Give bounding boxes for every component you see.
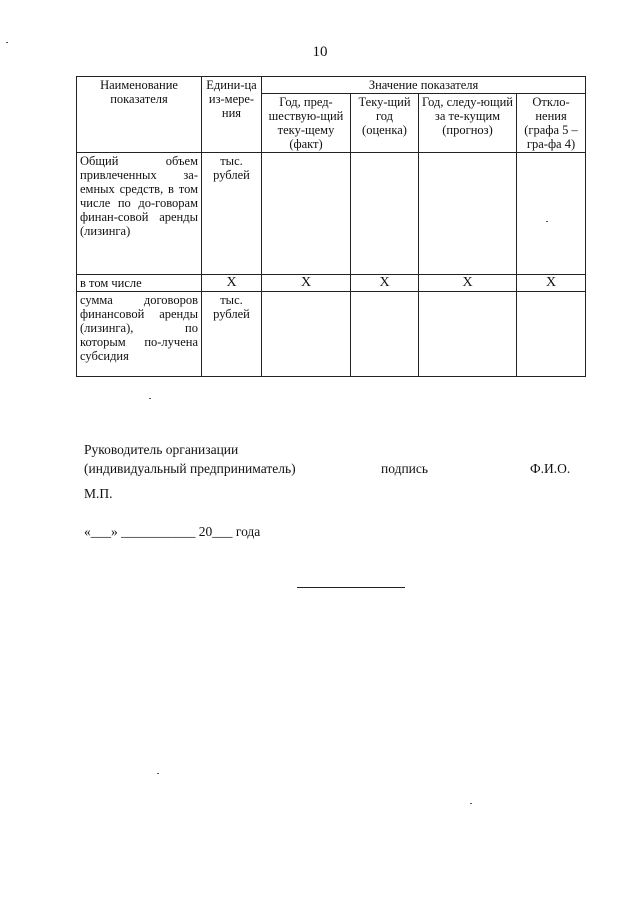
- signatory-subtitle: (индивидуальный предприниматель): [84, 461, 296, 476]
- row-value: X: [419, 275, 517, 292]
- row-name: сумма договоров финансовой аренды (лизинга), по которым по-лучена субсидия: [77, 292, 202, 377]
- row-unit: X: [202, 275, 262, 292]
- end-divider: [297, 587, 405, 588]
- stamp-label: М.П.: [84, 486, 113, 501]
- scan-speck: [546, 221, 548, 222]
- row-value: [262, 153, 351, 275]
- scan-speck: [6, 42, 8, 43]
- table-header-row: [77, 77, 586, 94]
- table-row: [77, 275, 586, 292]
- header-group: Значение показателя: [262, 77, 586, 94]
- row-value: [262, 292, 351, 377]
- row-value: [419, 153, 517, 275]
- signature-label: подпись: [381, 461, 429, 476]
- header-col-prev-year: Год, пред-шествую-щий теку-щему (факт): [262, 94, 351, 153]
- header-col-next-year: Год, следу-ющий за те-кущим (прогноз): [419, 94, 517, 153]
- row-value: X: [351, 275, 419, 292]
- scan-speck: [157, 773, 159, 774]
- table-row: [77, 153, 586, 275]
- scan-speck: [470, 803, 472, 804]
- signature-block: [84, 440, 584, 478]
- header-unit: Едини-ца из-мере-ния: [202, 77, 262, 153]
- signatory-title: Руководитель организации: [84, 442, 239, 457]
- signature-line-2: [84, 459, 584, 478]
- header-name: Наименование показателя: [77, 77, 202, 153]
- scan-speck: [149, 398, 151, 399]
- row-value: [517, 292, 586, 377]
- page-number: 10: [312, 44, 328, 60]
- row-value: [419, 292, 517, 377]
- row-unit: тыс. рублей: [202, 292, 262, 377]
- row-name: Общий объем привлеченных за-емных средств, в том числе по до-говорам финан-совой аренды (лизинга): [77, 153, 202, 275]
- row-value: X: [262, 275, 351, 292]
- signature-line-1: [84, 440, 584, 459]
- row-value: X: [517, 275, 586, 292]
- row-value: [517, 153, 586, 275]
- date-line: «___» ___________ 20___ года: [84, 524, 261, 539]
- header-col-deviation: Откло-нения (графа 5 – гра-фа 4): [517, 94, 586, 153]
- row-unit: тыс. рублей: [202, 153, 262, 275]
- row-value: [351, 153, 419, 275]
- header-col-current-year: Теку-щий год (оценка): [351, 94, 419, 153]
- indicators-table: [76, 76, 586, 377]
- table-row: [77, 292, 586, 377]
- row-value: [351, 292, 419, 377]
- fio-label: Ф.И.О.: [530, 461, 571, 476]
- row-name: в том числе: [77, 275, 202, 292]
